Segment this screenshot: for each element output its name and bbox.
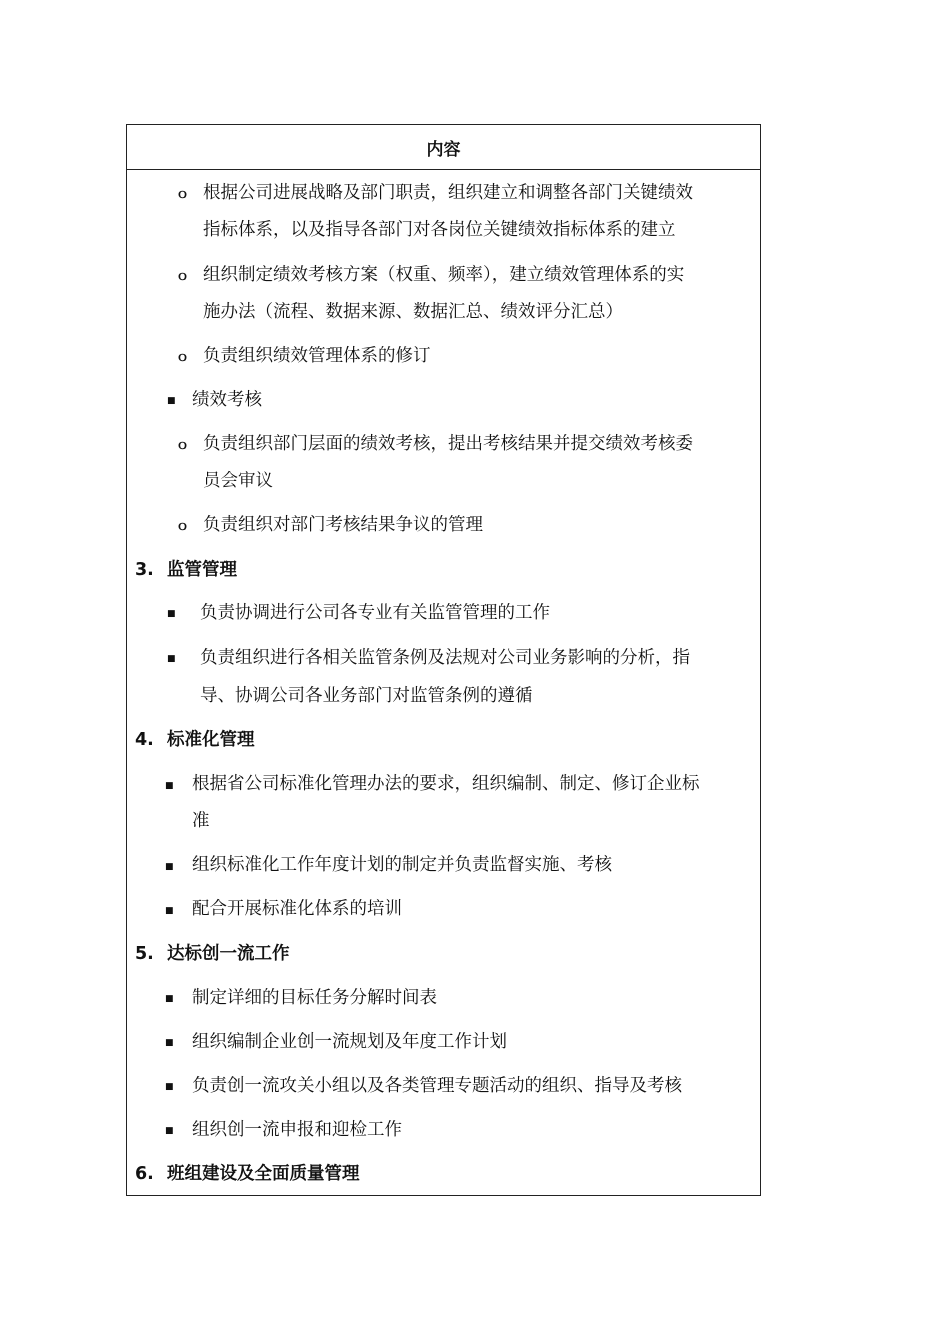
list-item-text: 员会审议 [203,471,273,491]
circle-bullet-icon: ｏ [176,187,190,202]
square-bullet-icon: ■ [165,906,174,916]
section-heading [135,559,237,581]
section-heading [135,943,290,965]
section-number: 6. [135,1164,154,1184]
section-title: 监管管理 [167,560,237,580]
square-bullet-icon: ■ [165,1082,174,1092]
square-bullet-icon: ■ [165,1038,174,1048]
section-number: 3. [135,560,154,580]
list-item-text: 导、协调公司各业务部门对监管条例的遵循 [200,686,533,706]
square-bullet-icon: ■ [167,396,176,406]
list-item-text: 指标体系，以及指导各部门对各岗位关键绩效指标体系的建立 [203,220,676,240]
list-item-text: 根据省公司标准化管理办法的要求，组织编制、制定、修订企业标 [192,774,700,794]
list-item-text: 负责创一流攻关小组以及各类管理专题活动的组织、指导及考核 [192,1076,682,1096]
circle-bullet-icon: ｏ [176,519,190,534]
list-item-text: 负责组织部门层面的绩效考核，提出考核结果并提交绩效考核委 [203,434,693,454]
section-heading [135,1163,360,1185]
circle-bullet-icon: ｏ [176,350,190,365]
list-item-text: 负责组织对部门考核结果争议的管理 [203,515,483,535]
section-title: 达标创一流工作 [167,944,290,964]
list-item-text: 制定详细的目标任务分解时间表 [192,988,437,1008]
list-item-text: 配合开展标准化体系的培训 [192,899,402,919]
square-bullet-icon: ■ [165,994,174,1004]
list-item-text: 组织标准化工作年度计划的制定并负责监督实施、考核 [192,855,612,875]
square-bullet-icon: ■ [165,1126,174,1136]
section-number: 4. [135,730,154,750]
square-bullet-icon: ■ [167,609,176,619]
table-header: 内容 [127,125,760,170]
list-item-text: 组织编制企业创一流规划及年度工作计划 [192,1032,507,1052]
list-item-text: 负责组织进行各相关监管条例及法规对公司业务影响的分析，指 [200,648,690,668]
list-item-text: 准 [192,811,210,831]
square-bullet-icon: ■ [165,862,174,872]
list-item-text: 组织创一流申报和迎检工作 [192,1120,402,1140]
list-item-text: 负责协调进行公司各专业有关监管管理的工作 [200,603,550,623]
list-item-text: 负责组织绩效管理体系的修订 [203,346,431,366]
square-bullet-icon: ■ [167,654,176,664]
list-item-text: 施办法（流程、数据来源、数据汇总、绩效评分汇总） [203,302,623,322]
list-item-text: 根据公司进展战略及部门职责，组织建立和调整各部门关键绩效 [203,183,693,203]
section-title: 标准化管理 [167,730,255,750]
section-heading [135,729,255,751]
list-item-text: 组织制定绩效考核方案（权重、频率），建立绩效管理体系的实 [203,265,685,285]
circle-bullet-icon: ｏ [176,438,190,453]
circle-bullet-icon: ｏ [176,269,190,284]
section-number: 5. [135,944,154,964]
list-item-text: 绩效考核 [192,390,262,410]
square-bullet-icon: ■ [165,781,174,791]
section-title: 班组建设及全面质量管理 [167,1164,360,1184]
